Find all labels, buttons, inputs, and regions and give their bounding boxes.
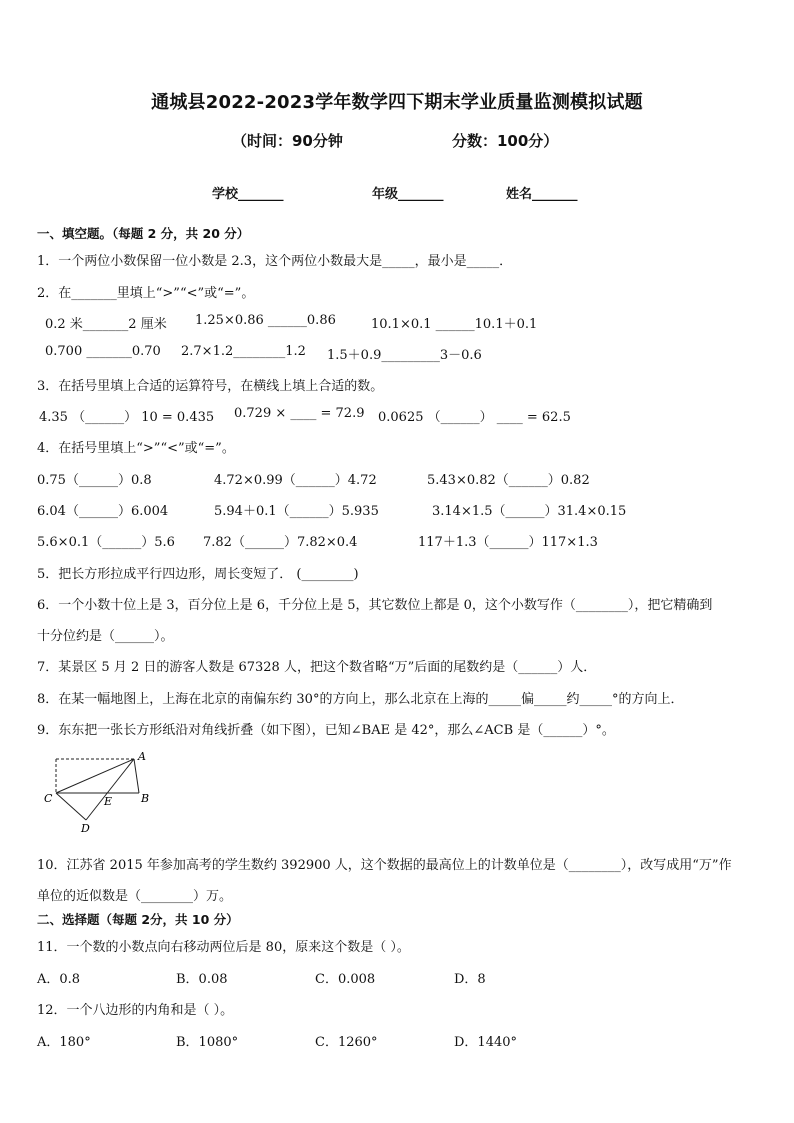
question-4: 4．在括号里填上“>”“<”或“=”。 [37, 441, 235, 456]
school-field: 学校_______ [212, 187, 284, 202]
question-6: 6．一个小数十位上是 3，百分位上是 6，千分位上是 5，其它数位上都是 0，这个小数写作（________），把它精确到 [37, 598, 713, 613]
q4-item: 7.82（______）7.82×0.4 [203, 535, 358, 550]
q2-item: 1.5＋0.9_________3－0.6 [327, 348, 482, 363]
q11-option-a: A．0.8 [37, 972, 81, 987]
question-12: 12．一个八边形的内角和是（ ）。 [37, 1003, 234, 1018]
q4-item: 6.04（______）6.004 [37, 504, 169, 519]
q3-item: 0.729 × ____ = 72.9 [234, 406, 365, 421]
section-choice: 二、选择题（每题 2分，共 10 分） [37, 912, 239, 927]
question-7: 7．某景区 5 月 2 日的游客人数是 67328 人，把这个数省略“万”后面的尾数约是（______）人． [37, 660, 597, 675]
label-a: A [138, 750, 146, 763]
q2-item: 1.25×0.86 ______0.86 [195, 313, 336, 328]
q12-option-d: D．1440° [454, 1035, 518, 1050]
page-title: 通城县2022-2023学年数学四下期末学业质量监测模拟试题 [151, 92, 643, 113]
question-1: 1．一个两位小数保留一位小数是 2.3，这个两位小数最大是_____，最小是_____． [37, 254, 513, 269]
q12-option-c: C．1260° [315, 1035, 378, 1050]
q4-item: 5.6×0.1（______）5.6 [37, 535, 175, 550]
exam-time: （时间：90分钟 [232, 132, 343, 150]
q11-option-d: D．8 [454, 972, 486, 987]
label-b: B [141, 792, 150, 805]
question-6-cont: 十分位约是（______）。 [37, 629, 174, 644]
exam-score: 分数：100分） [452, 132, 559, 150]
q3-item: 0.0625 （______） ____ = 62.5 [378, 410, 571, 425]
q2-item: 0.2 米_______2 厘米 [45, 317, 167, 332]
q4-item: 5.94＋0.1（______）5.935 [214, 504, 379, 519]
q12-option-a: A．180° [37, 1035, 91, 1050]
q3-item: 4.35 （______） 10 = 0.435 [39, 410, 215, 425]
q11-option-b: B．0.08 [176, 972, 228, 987]
label-e: E [104, 795, 113, 808]
question-2: 2．在_______里填上“>”“<”或“=”。 [37, 286, 255, 301]
label-d: D [81, 822, 90, 835]
q4-item: 0.75（______）0.8 [37, 473, 152, 488]
section-fill-in: 一、填空题。（每题 2 分，共 20 分） [37, 226, 250, 241]
q2-item: 10.1×0.1 ______10.1＋0.1 [371, 317, 538, 332]
question-10-cont: 单位的近似数是（________）万。 [37, 889, 233, 904]
q11-option-c: C．0.008 [315, 972, 376, 987]
q2-item: 2.7×1.2________1.2 [181, 344, 306, 359]
grade-field: 年级_______ [372, 187, 444, 202]
name-field: 姓名_______ [506, 187, 578, 202]
question-8: 8．在某一幅地图上，上海在北京的南偏东约 30°的方向上，那么北京在上海的_____偏_____约_____°的方向上． [37, 692, 684, 707]
q4-item: 4.72×0.99（______）4.72 [214, 473, 377, 488]
question-10: 10．江苏省 2015 年参加高考的学生数约 392900 人，这个数据的最高位上的计数单位是（________），改写成用“万”作 [37, 858, 732, 873]
q2-item: 0.700 _______0.70 [45, 344, 161, 359]
q4-item: 117＋1.3（______）117×1.3 [418, 535, 598, 550]
q4-item: 3.14×1.5（______）31.4×0.15 [432, 504, 627, 519]
fold-diagram [38, 748, 168, 838]
question-9: 9．东东把一张长方形纸沿对角线折叠（如下图），已知∠BAE 是 42°，那么∠ACB 是（______）°。 [37, 723, 615, 738]
question-3: 3．在括号里填上合适的运算符号，在横线上填上合适的数。 [37, 379, 384, 394]
label-c: C [44, 792, 53, 805]
question-5: 5．把长方形拉成平行四边形，周长变短了． (________) [37, 567, 359, 582]
q4-item: 5.43×0.82（______）0.82 [427, 473, 590, 488]
question-11: 11．一个数的小数点向右移动两位后是 80，原来这个数是（ ）。 [37, 940, 410, 955]
q12-option-b: B．1080° [176, 1035, 239, 1050]
